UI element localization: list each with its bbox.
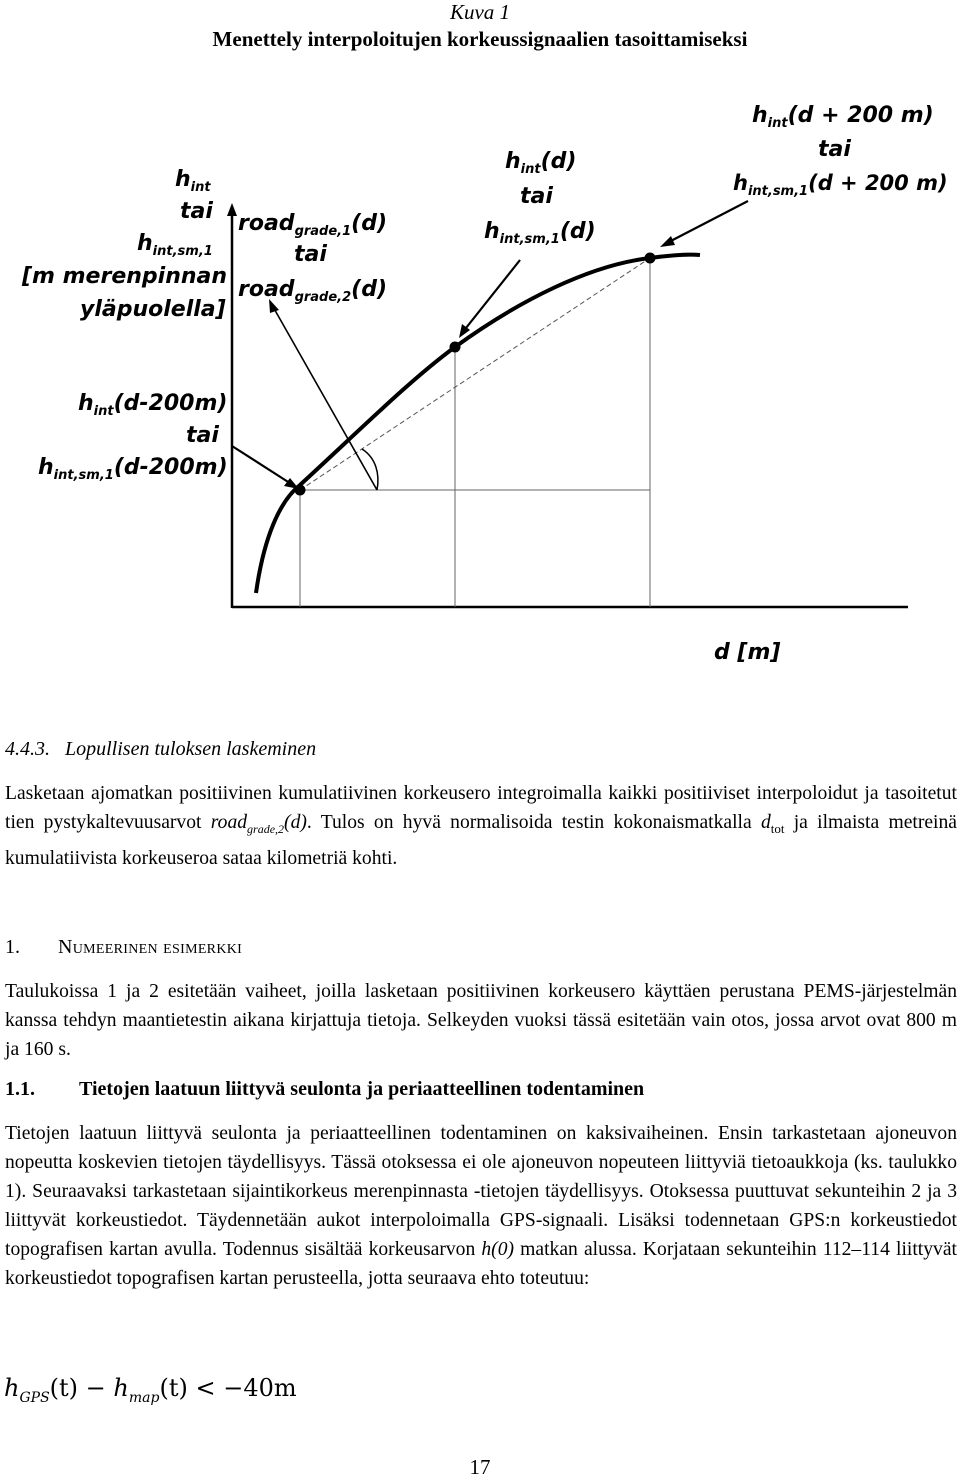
- section-443-heading: 4.4.3. Lopullisen tuloksen laskeminen: [5, 738, 317, 760]
- arrow-right-point: [665, 201, 748, 244]
- elevation-curve: [256, 255, 700, 593]
- section-1-paragraph: Taulukoissa 1 ja 2 esitetään vaiheet, joilla lasketaan positiivinen korkeusero käyttäen perustana PEMS-järjestelmän kanssa tehdyn maantietestin aikana kirjattuja tietoja. Selkeyden vuoksi tässä esitetään vain otos, jossa arvot ovat 800 m ja 160 s.: [5, 981, 957, 1060]
- road-grade-label-line3: road$_{grade,2}$(d): [238, 277, 388, 305]
- section-1-title: Numeerinen esimerkki: [58, 936, 243, 958]
- point-d: [450, 342, 461, 353]
- figure-caption-title: Menettely interpoloitujen korkeussignaalien tasoittamiseksi: [212, 27, 748, 51]
- road-grade-label-line1: road$_{grade,1}$(d): [238, 211, 388, 239]
- figure-caption-label: Kuva 1: [449, 0, 511, 24]
- left-point-label-line3: $h_{int,sm,1}(d-200m)$: [38, 455, 228, 483]
- y-label-line1: $h_{int}$: [175, 167, 211, 195]
- equation: $h_{GPS}(t) - h_{map}(t) < -40m$: [4, 1374, 297, 1406]
- road-grade-label-line2: tai: [294, 242, 327, 267]
- mid-point-label-line1: $h_{int}(d)$: [505, 149, 577, 177]
- y-label-line2: tai: [180, 199, 213, 224]
- mid-point-label-line2: tai: [520, 184, 553, 209]
- arrow-right-point-head: [660, 236, 675, 247]
- page-number: 17: [469, 1455, 491, 1479]
- section-1-number: 1.: [5, 936, 20, 958]
- section-1-heading: [5, 936, 242, 959]
- point-d-plus-200: [645, 253, 656, 264]
- y-label-line4: [m merenpinnan: [22, 264, 228, 289]
- y-label-line3: $h_{int,sm,1}$: [137, 231, 213, 259]
- section-11-title: Tietojen laatuun liittyvä seulonta ja periaatteellinen todentaminen: [79, 1078, 645, 1100]
- right-point-label-line1: $h_{int}(d + 200$ m): [752, 103, 934, 131]
- section-443-paragraph: Lasketaan ajomatkan positiivinen kumulatiivinen korkeusero integroimalla kaikki positiiviset interpoloidut ja tasoitetut tien pystykaltevuusarvot road$_{grade,2}$(d). Tulos on hyvä normalisoida testin kokonaismatkalla $d_{tot}$ ja ilmaista metreinä kumulatiivista korkeuseroa sataa kilometriä kohti.: [5, 783, 957, 869]
- x-axis-label: d [m]: [714, 640, 781, 665]
- left-point-label-line2: tai: [186, 423, 219, 448]
- arrow-left-point: [232, 446, 296, 487]
- elevation-diagram: [0, 0, 960, 700]
- y-axis-arrowhead: [227, 203, 237, 216]
- section-11-paragraph: Tietojen laatuun liittyvä seulonta ja periaatteellinen todentaminen on kaksivaiheinen. Ensin tarkastetaan ajoneuvon nopeutta koskevien tietojen täydellisyys. Tässä otoksessa ei ole ajoneuvon nopeuteen liittyviä tietoaukkoja (ks. taulukko 1). Seuraavaksi tarkastetaan sijaintikorkeus merenpinnasta -tietojen täydellisyys. Otoksessa puuttuvat sekunteihin 2 ja 3 liittyvät korkeustiedot. Täydennetään aukot interpoloimalla GPS-signaali. Lisäksi todennetaan GPS:n korkeustiedot topografisen kartan avulla. Todennus sisältää korkeusarvon h(0) matkan alussa. Korjataan sekunteihin 112–114 liittyvät korkeustiedot topografisen kartan perusteella, jotta seuraava ehto toteutuu:: [5, 1123, 957, 1289]
- right-point-label-line3: $h_{int,sm,1}(d + 200$ m): [733, 171, 948, 199]
- right-point-label-line2: tai: [818, 137, 851, 162]
- grade-angle-arc: [362, 449, 378, 490]
- section-11-number: 1.1.: [5, 1078, 35, 1100]
- y-label-line5: yläpuolella]: [80, 297, 226, 322]
- left-point-label-line1: $h_{int}(d-200m)$: [78, 391, 228, 419]
- mid-point-label-line3: $h_{int,sm,1}(d)$: [484, 219, 596, 247]
- section-11-heading: [5, 1078, 644, 1101]
